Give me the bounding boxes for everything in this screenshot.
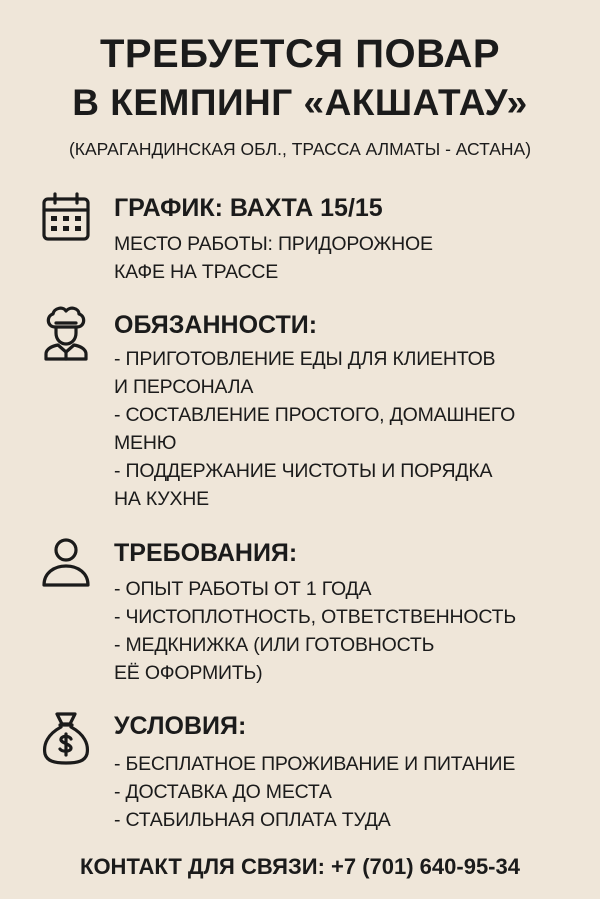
poster-location: (КАРАГАНДИНСКАЯ ОБЛ., ТРАССА АЛМАТЫ - АСТАНА) [68,139,532,159]
section-heading: ТРЕБОВАНИЯ: [114,539,298,567]
section-lines [114,345,584,513]
section-line: - ПРИГОТОВЛЕНИЕ ЕДЫ ДЛЯ КЛИЕНТОВ [114,348,496,370]
section-line: МЕНЮ [114,432,177,454]
section-line: - СОСТАВЛЕНИЕ ПРОСТОГО, ДОМАШНЕГО [114,404,516,426]
section-line: - ДОСТАВКА ДО МЕСТА [114,781,332,803]
section-line: КАФЕ НА ТРАССЕ [114,261,279,283]
section-line: И ПЕРСОНАЛА [114,376,254,398]
poster-title-line-2: В КЕМПИНГ «АКШАТАУ» [72,82,528,123]
calendar-icon [38,190,94,246]
section-lines [114,230,584,286]
section-line: - ОПЫТ РАБОТЫ ОТ 1 ГОДА [114,578,372,600]
poster-title: ТРЕБУЕТСЯ ПОВАР [99,32,501,76]
money-bag-icon [38,710,94,766]
section-line: - МЕДКНИЖКА (ИЛИ ГОТОВНОСТЬ [114,634,435,656]
section-line: МЕСТО РАБОТЫ: ПРИДОРОЖНОЕ [114,233,433,255]
section-line: - ЧИСТОПЛОТНОСТЬ, ОТВЕТСТВЕННОСТЬ [114,606,516,628]
section-line: - БЕСПЛАТНОЕ ПРОЖИВАНИЕ И ПИТАНИЕ [114,753,516,775]
section-line: - СТАБИЛЬНАЯ ОПЛАТА ТУДА [114,809,391,831]
section-lines [114,575,584,687]
contact-phone[interactable]: КОНТАКТ ДЛЯ СВЯЗИ: +7 (701) 640-95-34 [80,854,520,879]
section-heading: УСЛОВИЯ: [114,712,247,740]
person-icon [38,535,94,591]
section-line: ЕЁ ОФОРМИТЬ) [114,662,263,684]
section-line: - ПОДДЕРЖАНИЕ ЧИСТОТЫ И ПОРЯДКА [114,460,493,482]
section-line: НА КУХНЕ [114,488,209,510]
section-heading: ГРАФИК: ВАХТА 15/15 [114,194,383,222]
section-heading: ОБЯЗАННОСТИ: [114,311,318,339]
section-lines [114,750,584,834]
chef-icon [38,305,94,361]
